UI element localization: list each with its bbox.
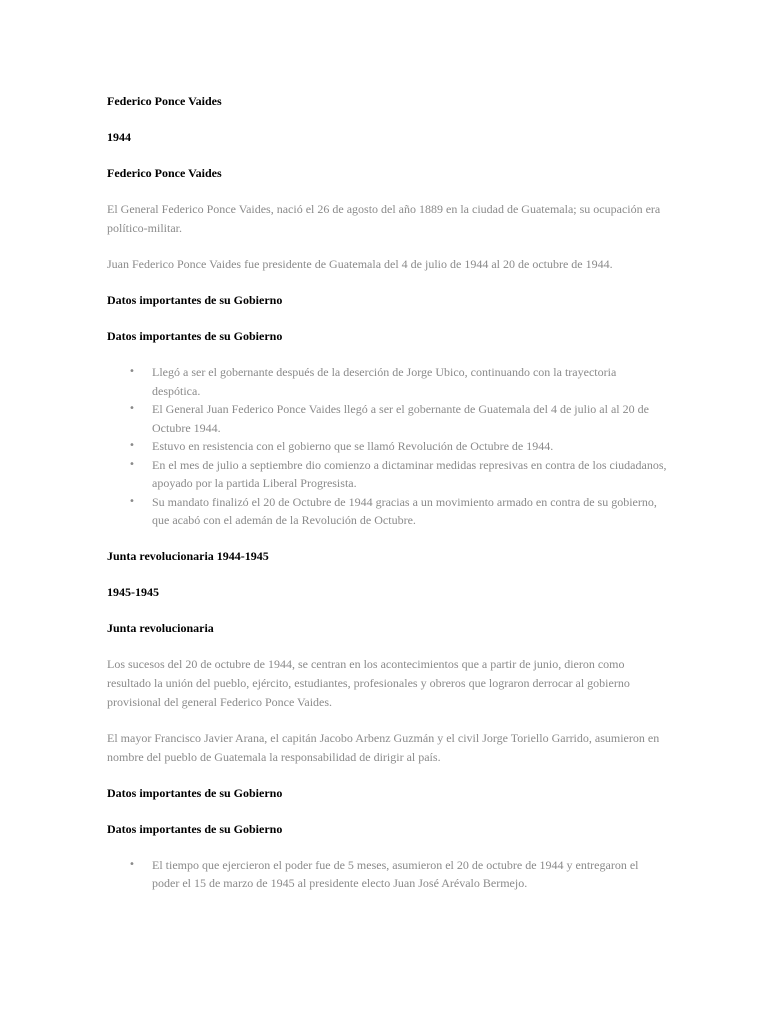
list-item-text: En el mes de julio a septiembre dio comienzo a dictaminar medidas represivas en contra de los ciudadanos, apoyado por la partida Liberal Progresista. — [152, 457, 667, 490]
heading-datos-gobierno-3: Datos importantes de su Gobierno — [107, 785, 283, 800]
list-item-text: El General Juan Federico Ponce Vaides llegó a ser el gobernante de Guatemala del 4 de julio al al 20 de Octubre 1944. — [152, 402, 649, 435]
heading-datos-gobierno-2: Datos importantes de su Gobierno — [107, 329, 283, 343]
list-item-text: Su mandato finalizó el 20 de Octubre de 1944 gracias a un movimiento armado en contra de su gobierno, que acabó con el ademán de la Revolución de Octubre. — [152, 494, 657, 527]
heading-datos-gobierno: Datos importantes de su Gobierno — [107, 293, 283, 307]
list-item-text: El tiempo que ejercieron el poder fue de 5 meses, asumieron el 20 de octubre de 1944 y entregaron el poder el 15 de marzo de 1945 al presidente electo Juan José Arévalo Bermejo. — [152, 857, 639, 890]
heading-datos-gobierno-4: Datos importantes de su Gobierno — [107, 821, 283, 836]
bullet-icon: • — [129, 403, 135, 414]
list-item-text: Estuvo en resistencia con el gobierno que se llamó Revolución de Octubre de 1944. — [152, 439, 554, 453]
bullet-list-ponce — [107, 363, 667, 530]
list-item — [107, 493, 667, 530]
heading-junta-revolucionaria-1944-1945: Junta revolucionaria 1944-1945 — [107, 548, 269, 563]
paragraph-junta-members: El mayor Francisco Javier Arana, el capitán Jacobo Arbenz Guzmán y el civil Jorge Toriello Garrido, asumieron en nombre del pueblo de Guatemala la responsabilidad de dirigir al país. — [107, 730, 660, 764]
heading-year-1944: 1944 — [107, 130, 131, 144]
bullet-icon: • — [129, 495, 135, 507]
list-item — [107, 400, 667, 437]
document-page — [107, 92, 667, 910]
heading-years-1945-1945: 1945-1945 — [107, 584, 159, 599]
heading-junta-revolucionaria: Junta revolucionaria — [107, 620, 214, 635]
paragraph-sucesos: Los sucesos del 20 de octubre de 1944, se centran en los acontecimientos que a partir de junio, dieron como resultado la unión del pueblo, ejército, estudiantes, profesionales y obreros que lograron derrocar al gobierno provisional del general Federico Ponce Vaides. — [107, 656, 630, 709]
bullet-icon: • — [129, 858, 135, 870]
bullet-list-junta — [107, 856, 667, 893]
bullet-icon: • — [129, 440, 135, 451]
paragraph-biography: El General Federico Ponce Vaides, nació el 26 de agosto del año 1889 en la ciudad de Guatemala; su ocupación era político-militar. — [107, 202, 661, 235]
list-item-text: Llegó a ser el gobernante después de la deserción de Jorge Ubico, continuando con la trayectoria despótica. — [152, 365, 617, 398]
list-item — [107, 456, 667, 493]
paragraph-presidency: Juan Federico Ponce Vaides fue presidente de Guatemala del 4 de julio de 1944 al 20 de octubre de 1944. — [107, 257, 613, 271]
list-item — [107, 437, 667, 456]
bullet-icon: • — [129, 366, 135, 377]
bullet-icon: • — [129, 458, 135, 470]
heading-federico-ponce-vaides-2: Federico Ponce Vaides — [107, 166, 222, 180]
list-item — [107, 363, 667, 400]
heading-federico-ponce-vaides: Federico Ponce Vaides — [107, 94, 222, 108]
list-item — [107, 856, 667, 893]
